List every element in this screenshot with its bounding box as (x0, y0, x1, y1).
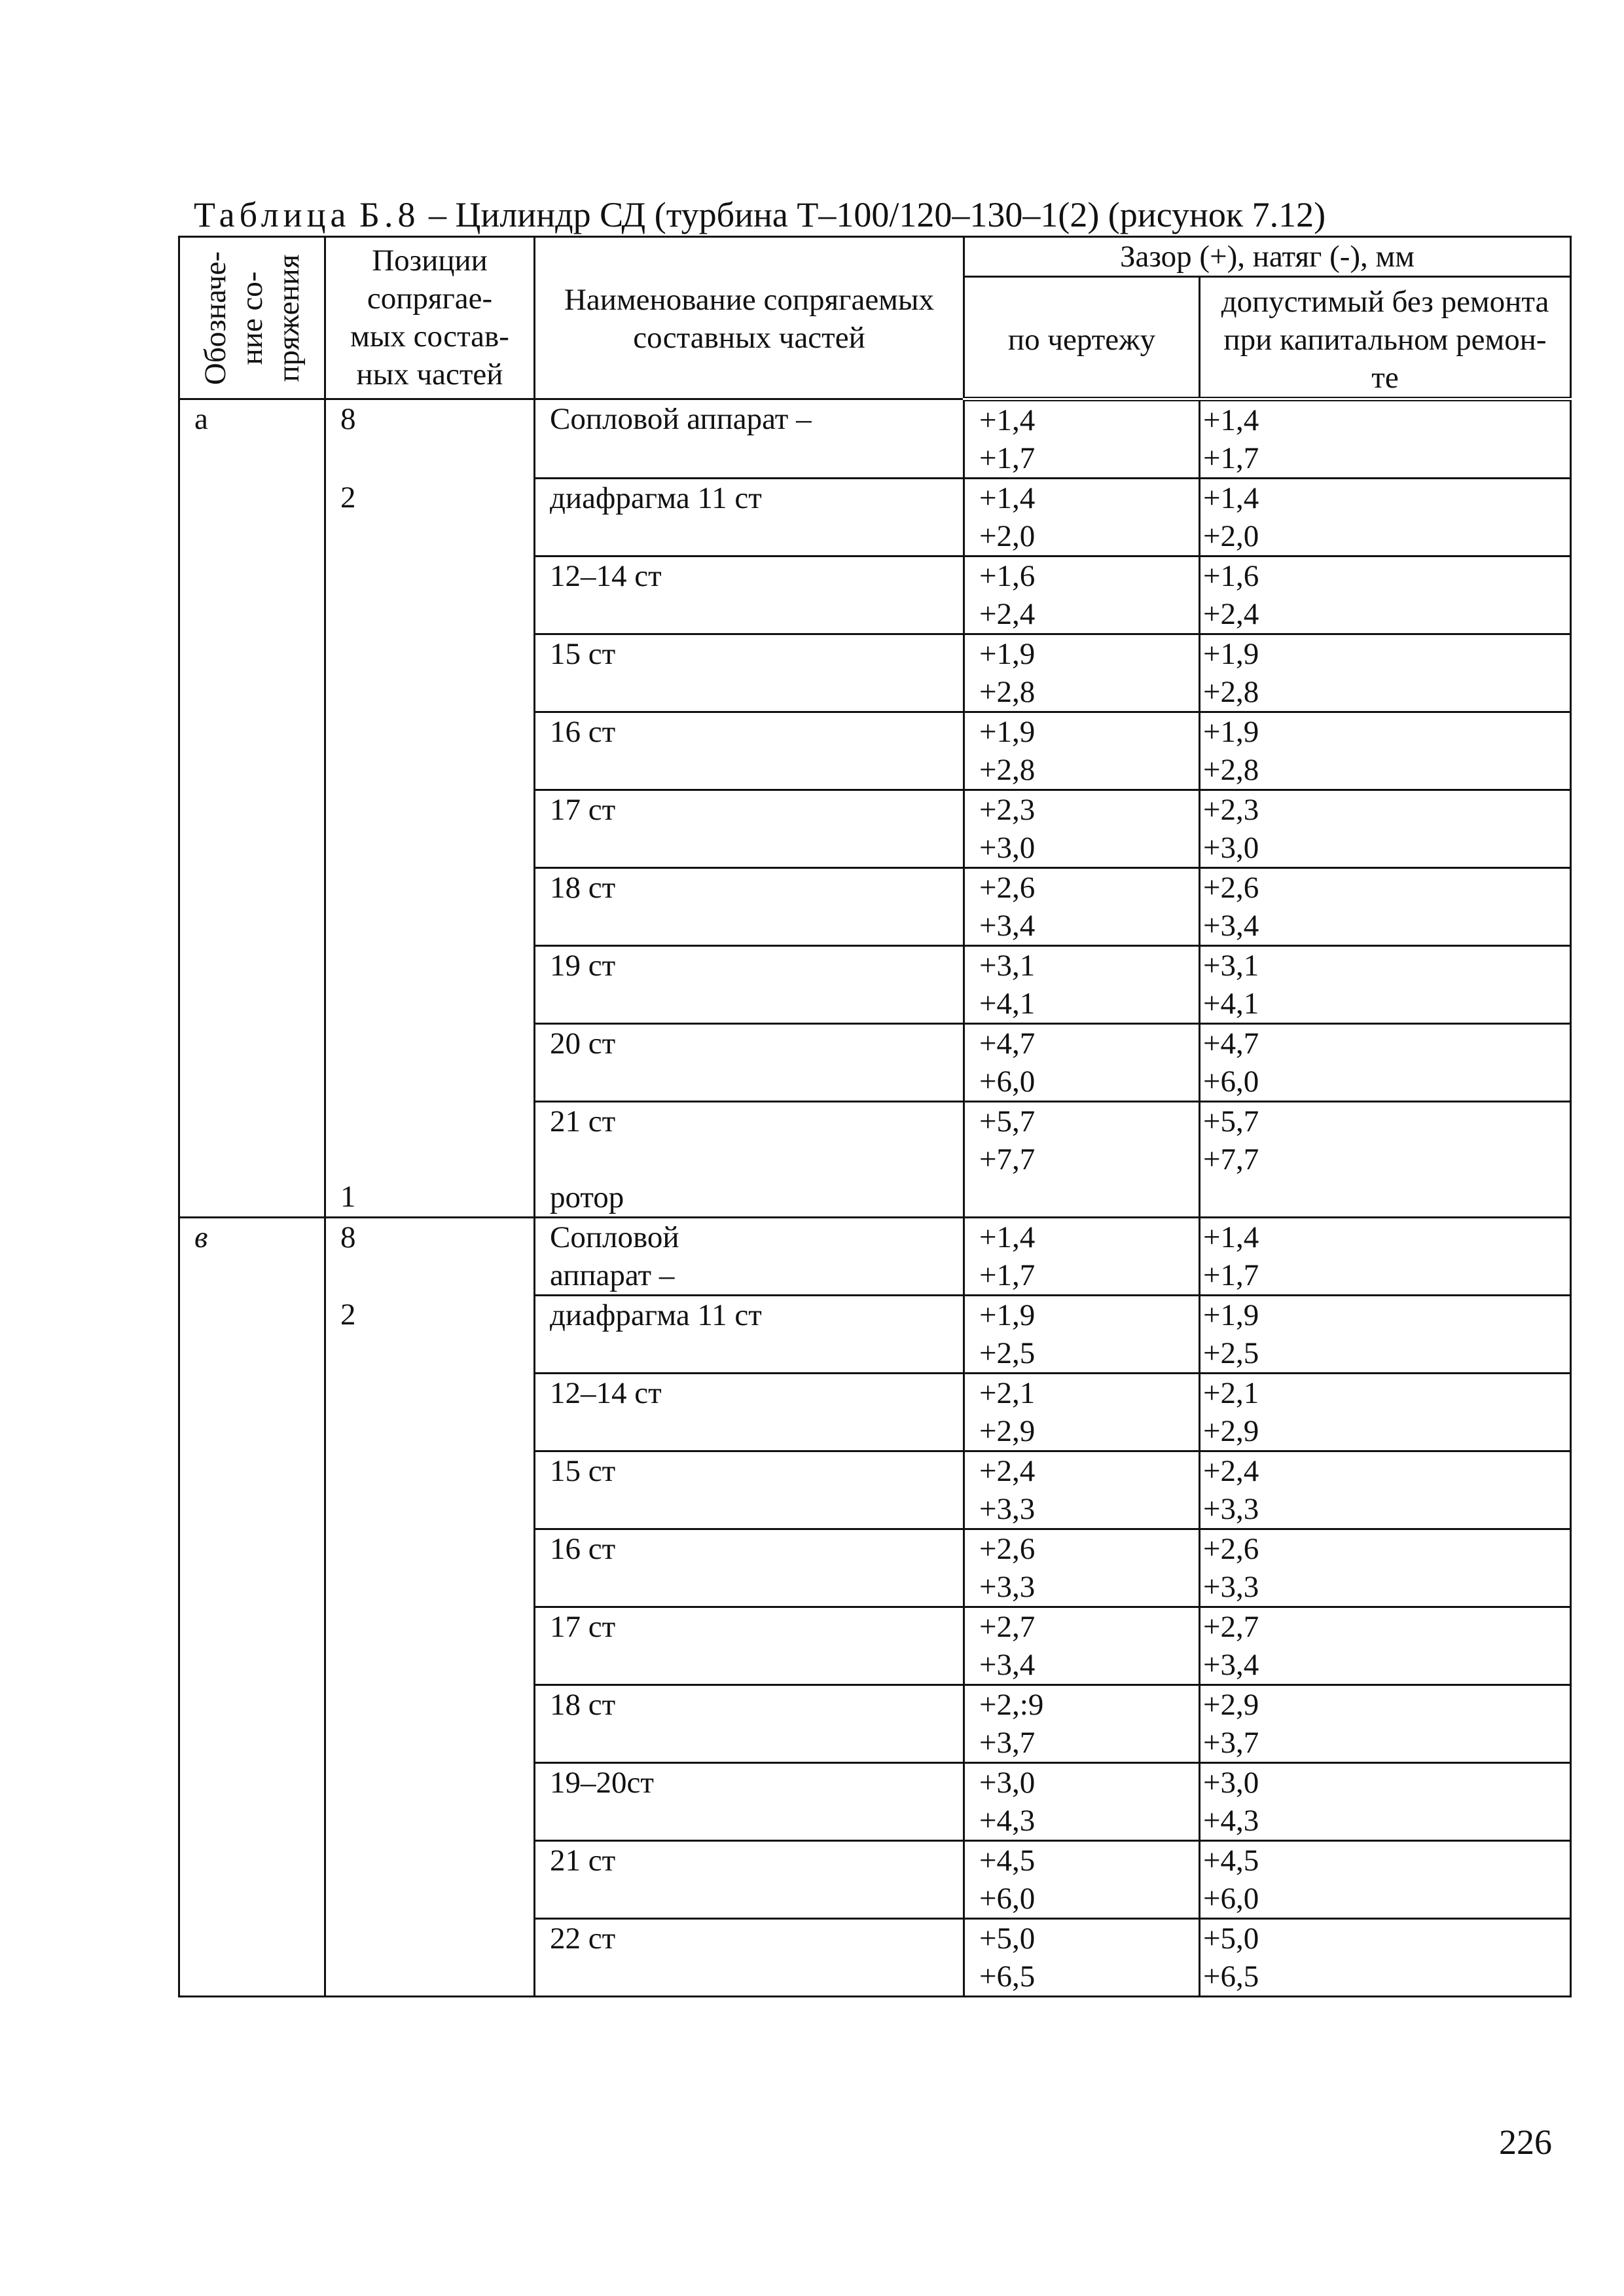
position-line (326, 1801, 533, 1839)
table-row (179, 868, 1571, 946)
drawing-value: +1,4 (979, 1220, 1036, 1254)
part-name-line (535, 438, 963, 476)
part-name-line: 15 ст (550, 637, 616, 671)
position-cell (325, 868, 535, 946)
part-name-line: 16 ст (550, 1532, 616, 1566)
allowable-value-cell (1200, 1685, 1571, 1763)
part-name-cell (535, 1374, 964, 1451)
table-row (179, 712, 1571, 790)
table-body (179, 399, 1571, 1997)
position-cell (325, 634, 535, 712)
allowable-value: +1,4 (1203, 403, 1259, 437)
position-line (326, 1607, 533, 1645)
position-line: 1 (340, 1179, 356, 1214)
allowable-value: +6,5 (1203, 1959, 1259, 1994)
drawing-value-cell (964, 712, 1200, 790)
drawing-value-cell (964, 1763, 1200, 1841)
drawing-value: +4,5 (979, 1844, 1036, 1878)
drawing-value-cell (964, 790, 1200, 868)
position-line (326, 1919, 533, 1957)
drawing-value: +2,1 (979, 1376, 1036, 1410)
position-line: 2 (340, 480, 356, 515)
allowable-value: +2,8 (1203, 675, 1259, 709)
drawing-value: +2,0 (979, 519, 1036, 553)
drawing-value: +7,7 (979, 1142, 1036, 1176)
allowable-value: +1,7 (1203, 441, 1259, 475)
table-row (179, 790, 1571, 868)
allowable-value: +1,9 (1203, 1298, 1259, 1332)
allowable-value-cell (1200, 399, 1571, 479)
part-name-cell (535, 1296, 964, 1374)
drawing-value-cell (964, 1529, 1200, 1607)
drawing-value: +4,1 (979, 987, 1036, 1021)
clearance-table (178, 236, 1572, 1997)
drawing-value: +1,9 (979, 715, 1036, 749)
part-name-cell (535, 1763, 964, 1841)
part-name-line: 18 ст (550, 1688, 616, 1722)
drawing-value: +3,4 (979, 1648, 1036, 1682)
table-row (179, 1451, 1571, 1529)
position-line (326, 1567, 533, 1605)
part-name-line: 19–20ст (550, 1766, 654, 1800)
allowable-value: +3,1 (1203, 949, 1259, 983)
part-name-cell (535, 1841, 964, 1919)
drawing-value: +5,7 (979, 1104, 1036, 1139)
position-line (326, 790, 533, 828)
table-row (179, 1919, 1571, 1997)
designation-mark: в (194, 1220, 208, 1254)
position-line (326, 517, 533, 555)
part-name-line (535, 1724, 963, 1762)
part-name-line: Сопловой (550, 1220, 679, 1254)
allowable-value: +6,0 (1203, 1065, 1259, 1099)
allowable-value: +3,7 (1203, 1726, 1259, 1760)
position-line (326, 1957, 533, 1995)
part-name-cell (535, 634, 964, 712)
drawing-value (965, 1178, 1199, 1216)
allowable-value-cell (1200, 1451, 1571, 1529)
header-designation: Обозначе- ние со- пряжения (179, 237, 325, 399)
allowable-value: +3,3 (1203, 1492, 1259, 1526)
allowable-value: +2,6 (1203, 1532, 1259, 1566)
drawing-value-cell (964, 1024, 1200, 1102)
drawing-value: +1,7 (979, 1258, 1036, 1292)
drawing-value: +5,0 (979, 1922, 1036, 1956)
allowable-value: +2,5 (1203, 1336, 1259, 1370)
allowable-value: +2,9 (1203, 1688, 1259, 1722)
position-cell (325, 1841, 535, 1919)
part-name-line: 12–14 ст (550, 1376, 662, 1410)
allowable-value-cell (1200, 556, 1571, 634)
drawing-value-cell (964, 399, 1200, 479)
allowable-value: +2,1 (1203, 1376, 1259, 1410)
allowable-value: +1,9 (1203, 715, 1259, 749)
position-cell (325, 946, 535, 1024)
allowable-value: +3,4 (1203, 1648, 1259, 1682)
allowable-value: +1,4 (1203, 1220, 1259, 1254)
position-cell (325, 712, 535, 790)
drawing-value-cell (964, 1296, 1200, 1374)
allowable-value-cell (1200, 1024, 1571, 1102)
position-line (326, 946, 533, 984)
position-line (326, 906, 533, 944)
drawing-value-cell (964, 1919, 1200, 1997)
position-line (326, 984, 533, 1022)
allowable-value: +3,0 (1203, 1766, 1259, 1800)
drawing-value: +1,6 (979, 559, 1036, 593)
part-name-line (535, 595, 963, 633)
drawing-value: +3,3 (979, 1570, 1036, 1604)
drawing-value: +2,8 (979, 675, 1036, 709)
position-line (326, 1256, 533, 1294)
position-line (326, 1102, 533, 1140)
part-name-line (535, 907, 963, 945)
caption-label: Б.8 (359, 195, 420, 234)
allowable-value: +2,4 (1203, 597, 1259, 631)
table-row (179, 1102, 1571, 1218)
drawing-value-cell (964, 1218, 1200, 1296)
allowable-value-cell (1200, 946, 1571, 1024)
drawing-value: +3,7 (979, 1726, 1036, 1760)
drawing-value-cell (964, 1841, 1200, 1919)
drawing-value: +2,4 (979, 597, 1036, 631)
allowable-value-cell (1200, 790, 1571, 868)
designation-cell (179, 399, 325, 1218)
position-line (326, 1723, 533, 1761)
drawing-value-cell (964, 868, 1200, 946)
part-name-line: Сопловой аппарат – (550, 402, 812, 436)
part-name-line: 21 ст (550, 1104, 616, 1139)
allowable-value-cell (1200, 1218, 1571, 1296)
part-name-line (535, 985, 963, 1023)
drawing-value: +3,1 (979, 949, 1036, 983)
allowable-value: +2,4 (1203, 1454, 1259, 1488)
drawing-value-cell (964, 1607, 1200, 1685)
position-line (326, 1451, 533, 1489)
allowable-value-cell (1200, 712, 1571, 790)
part-name-line: 19 ст (550, 949, 616, 983)
drawing-value: +2,3 (979, 793, 1036, 827)
allowable-value: +6,0 (1203, 1882, 1259, 1916)
position-line (326, 868, 533, 906)
allowable-value-cell (1200, 1841, 1571, 1919)
table-row (179, 1529, 1571, 1607)
table-caption (194, 194, 1326, 236)
allowable-value-cell (1200, 1529, 1571, 1607)
position-line (326, 1374, 533, 1412)
part-name-line: диафрагма 11 ст (550, 481, 762, 515)
position-line (326, 712, 533, 750)
drawing-value: +6,0 (979, 1882, 1036, 1916)
header-by-drawing: по чертежу (964, 277, 1200, 399)
table-row (179, 1841, 1571, 1919)
position-line (326, 438, 533, 476)
allowable-value: +3,4 (1203, 909, 1259, 943)
part-name-line: аппарат – (550, 1258, 675, 1292)
table-row (179, 399, 1571, 479)
part-name-line (535, 673, 963, 711)
part-name-cell (535, 712, 964, 790)
position-line (326, 634, 533, 672)
part-name-cell (535, 479, 964, 556)
allowable-value: +2,8 (1203, 753, 1259, 787)
allowable-value-cell (1200, 1607, 1571, 1685)
table-row (179, 1218, 1571, 1296)
part-name-line: 17 ст (550, 1610, 616, 1644)
position-line (326, 1529, 533, 1567)
caption-title: – Цилиндр СД (турбина Т–100/120–130–1(2) (рисунок 7.12) (420, 195, 1326, 234)
allowable-value: +5,7 (1203, 1104, 1259, 1139)
position-line (326, 828, 533, 866)
table-row (179, 946, 1571, 1024)
drawing-value: +2,4 (979, 1454, 1036, 1488)
position-cell (325, 1024, 535, 1102)
allowable-value: +4,5 (1203, 1844, 1259, 1878)
part-name-line: 21 ст (550, 1844, 616, 1878)
allowable-value: +4,7 (1203, 1027, 1259, 1061)
allowable-value: +2,0 (1203, 519, 1259, 553)
allowable-value: +3,3 (1203, 1570, 1259, 1604)
part-name-cell (535, 1529, 964, 1607)
position-line (326, 1879, 533, 1917)
table-row (179, 479, 1571, 556)
allowable-value: +1,6 (1203, 559, 1259, 593)
position-line (326, 750, 533, 788)
drawing-value: +2,5 (979, 1336, 1036, 1370)
table-row (179, 1607, 1571, 1685)
position-cell (325, 1296, 535, 1374)
allowable-value: +4,3 (1203, 1804, 1259, 1838)
part-name-line: 20 ст (550, 1027, 616, 1061)
drawing-value: +3,4 (979, 909, 1036, 943)
part-name-cell (535, 399, 964, 479)
part-name-line: 18 ст (550, 871, 616, 905)
part-name-line (535, 1646, 963, 1684)
drawing-value: +1,9 (979, 637, 1036, 671)
part-name-cell (535, 1607, 964, 1685)
drawing-value: +6,0 (979, 1065, 1036, 1099)
part-name-cell (535, 1102, 964, 1218)
part-name-line (535, 517, 963, 555)
drawing-value: +1,4 (979, 481, 1036, 515)
part-name-line (535, 829, 963, 867)
drawing-value: +3,0 (979, 1766, 1036, 1800)
allowable-value: +4,1 (1203, 987, 1259, 1021)
part-name-line (535, 1568, 963, 1606)
drawing-value: +4,7 (979, 1027, 1036, 1061)
drawing-value-cell (964, 556, 1200, 634)
position-cell (325, 1218, 535, 1296)
part-name-line (535, 1802, 963, 1840)
part-name-line (535, 1140, 963, 1178)
allowable-value: +3,0 (1203, 831, 1259, 865)
position-cell (325, 1102, 535, 1218)
allowable-value: +1,7 (1203, 1258, 1259, 1292)
allowable-value: +2,7 (1203, 1610, 1259, 1644)
allowable-value: +7,7 (1203, 1142, 1259, 1176)
allowable-value-cell (1200, 868, 1571, 946)
position-line: 8 (340, 1220, 356, 1254)
part-name-cell (535, 1919, 964, 1997)
table-row (179, 634, 1571, 712)
part-name-line (535, 751, 963, 789)
part-name-cell (535, 1451, 964, 1529)
drawing-value: +6,5 (979, 1959, 1036, 1994)
part-name-cell (535, 1685, 964, 1763)
part-name-line (535, 1880, 963, 1918)
part-name-line: 22 ст (550, 1922, 616, 1956)
position-line (326, 672, 533, 710)
part-name-line (535, 1490, 963, 1528)
table-row (179, 1374, 1571, 1451)
allowable-value-cell (1200, 1919, 1571, 1997)
allowable-value-cell (1200, 479, 1571, 556)
drawing-value: +2,7 (979, 1610, 1036, 1644)
drawing-value: +2,6 (979, 871, 1036, 905)
table-row (179, 1763, 1571, 1841)
part-name-line: 17 ст (550, 793, 616, 827)
table-row (179, 1296, 1571, 1374)
drawing-value: +1,9 (979, 1298, 1036, 1332)
position-cell (325, 1919, 535, 1997)
position-cell (325, 556, 535, 634)
caption-prefix: Таблица (194, 195, 351, 234)
drawing-value: +1,7 (979, 441, 1036, 475)
drawing-value: +3,3 (979, 1492, 1036, 1526)
drawing-value: +2,:9 (979, 1688, 1044, 1722)
drawing-value: +2,8 (979, 753, 1036, 787)
page-number: 226 (1499, 2123, 1552, 2162)
part-name-line: диафрагма 11 ст (550, 1298, 762, 1332)
header-allowable: допустимый без ремонта при капитальном ремон- те (1200, 277, 1571, 399)
header-part-names: Наименование сопрягаемых составных частей (535, 237, 964, 399)
part-name-line (535, 1334, 963, 1372)
position-cell (325, 1763, 535, 1841)
part-name-line: ротор (550, 1180, 624, 1214)
position-line (326, 1024, 533, 1062)
position-cell (325, 479, 535, 556)
table-row (179, 556, 1571, 634)
position-line (326, 1334, 533, 1372)
position-cell (325, 1607, 535, 1685)
allowable-value-cell (1200, 1102, 1571, 1218)
allowable-value-cell (1200, 1763, 1571, 1841)
part-name-cell (535, 556, 964, 634)
drawing-value: +4,3 (979, 1804, 1036, 1838)
drawing-value-cell (964, 1102, 1200, 1218)
part-name-cell (535, 1024, 964, 1102)
position-line (326, 1763, 533, 1801)
drawing-value: +2,6 (979, 1532, 1036, 1566)
table-row (179, 1685, 1571, 1763)
position-line: 2 (340, 1297, 356, 1332)
position-line (326, 1412, 533, 1449)
drawing-value: +1,4 (979, 403, 1036, 437)
part-name-line (535, 1958, 963, 1995)
drawing-value-cell (964, 1685, 1200, 1763)
position-cell (325, 1685, 535, 1763)
position-line (326, 1685, 533, 1723)
position-line (326, 1645, 533, 1683)
allowable-value: +2,3 (1203, 793, 1259, 827)
drawing-value-cell (964, 634, 1200, 712)
part-name-line: 12–14 ст (550, 559, 662, 593)
position-cell (325, 1451, 535, 1529)
drawing-value: +3,0 (979, 831, 1036, 865)
drawing-value-cell (964, 1451, 1200, 1529)
part-name-line (535, 1412, 963, 1450)
position-line (326, 556, 533, 594)
part-name-line: 15 ст (550, 1454, 616, 1488)
header-gap-group: Зазор (+), натяг (-), мм (964, 237, 1571, 277)
allowable-value (1200, 1178, 1570, 1216)
position-line (326, 1140, 533, 1178)
position-cell (325, 790, 535, 868)
position-line: 8 (340, 402, 356, 436)
designation-cell (179, 1218, 325, 1997)
position-line (326, 1841, 533, 1879)
position-line (326, 1489, 533, 1527)
designation-mark: а (194, 402, 208, 436)
part-name-cell (535, 1218, 964, 1296)
allowable-value-cell (1200, 634, 1571, 712)
drawing-value-cell (964, 479, 1200, 556)
header-positions: Позиции сопрягае- мых состав- ных частей (325, 237, 535, 399)
part-name-line: 16 ст (550, 715, 616, 749)
position-cell (325, 399, 535, 479)
position-line (326, 594, 533, 632)
drawing-value-cell (964, 946, 1200, 1024)
drawing-value: +2,9 (979, 1414, 1036, 1448)
part-name-line (535, 1063, 963, 1101)
allowable-value: +1,4 (1203, 481, 1259, 515)
allowable-value-cell (1200, 1374, 1571, 1451)
position-cell (325, 1374, 535, 1451)
part-name-cell (535, 868, 964, 946)
drawing-value-cell (964, 1374, 1200, 1451)
allowable-value-cell (1200, 1296, 1571, 1374)
part-name-cell (535, 946, 964, 1024)
position-cell (325, 1529, 535, 1607)
allowable-value: +5,0 (1203, 1922, 1259, 1956)
allowable-value: +2,9 (1203, 1414, 1259, 1448)
table-row (179, 1024, 1571, 1102)
allowable-value: +2,6 (1203, 871, 1259, 905)
allowable-value: +1,9 (1203, 637, 1259, 671)
part-name-cell (535, 790, 964, 868)
position-line (326, 1062, 533, 1100)
